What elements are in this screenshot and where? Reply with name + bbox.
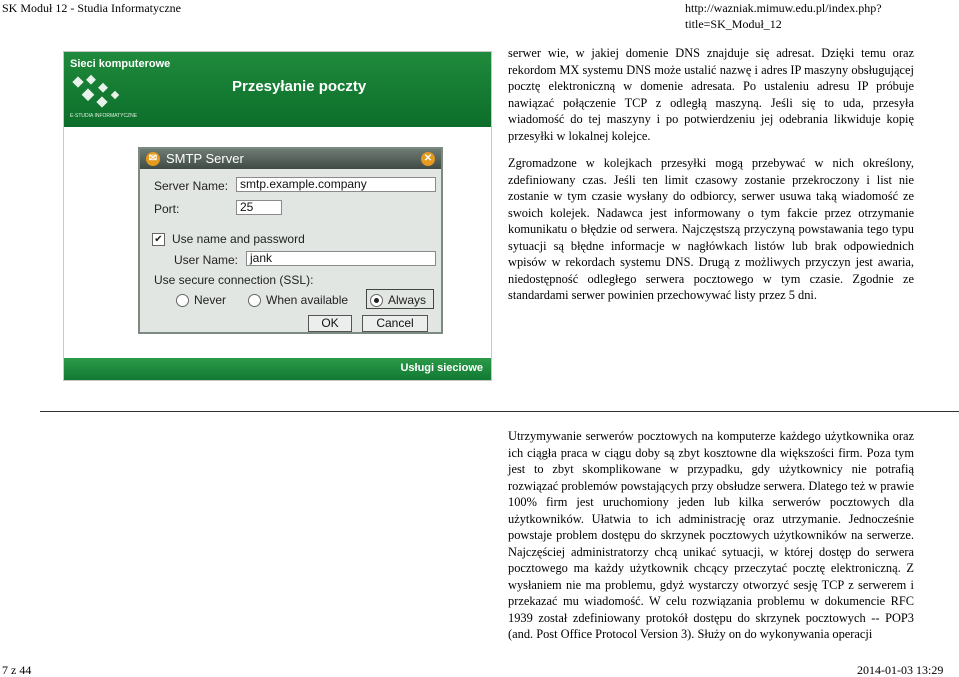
logo-caption: E-STUDIA INFORMATYCZNE [70, 113, 138, 119]
page-header-url[interactable]: http://wazniak.mimuw.edu.pl/index.php?title=SK_Moduł_12 [685, 1, 882, 31]
slide-footer-label: Usługi sieciowe [400, 362, 483, 374]
paragraph-1-text: serwer wie, w jakiej domenie DNS znajduje się adresat. Dzięki temu oraz rekordom MX systemu DNS może ustalić nazwę i adres IP maszyny obsługującej pocztę elektroniczną w domenie adresata. Po ustaleniu adresu IP próbuje nawiązać połączenie TCP z odległą maszyną. Jeśli się to uda, przesyła wiadomość do tej maszyny i po potwierdzeniu jej odebrania likwiduje kopię przesyłki w lokalnej kolejce. [508, 46, 914, 143]
mail-icon: ✉ [146, 152, 160, 166]
ssl-when-available-label: When available [266, 293, 349, 307]
dialog-title: SMTP Server [166, 151, 244, 166]
ok-button[interactable]: OK [308, 315, 352, 332]
port-label: Port: [154, 202, 180, 216]
port-field[interactable]: 25 [236, 200, 282, 215]
server-name-label: Server Name: [154, 179, 229, 193]
ssl-always-radio[interactable] [370, 294, 383, 307]
dialog-titlebar [140, 149, 441, 169]
ssl-never-radio[interactable] [176, 294, 189, 307]
ssl-when-available-radio[interactable] [248, 294, 261, 307]
network-logo-icon [70, 74, 130, 112]
server-name-field[interactable]: smtp.example.company [236, 177, 436, 192]
paragraph-3-text: Utrzymywanie serwerów pocztowych na komputerze każdego użytkownika oraz ich ciągła praca w ciągu doby są zbyt kosztowne dla większości firm. Poza tym jest to zbyt skomplikowane w przypadku, gdy użytkownicy nie potrafią rozwiązać problemów powstających przy obsłudze serwera. Dlatego też w prawie 100% firm jest uruchomiony jeden lub kilka serwerów pocztowych dla użytkowników. Ułatwia to ich administrację oraz utrzymanie. Jednocześnie powstaje problem dostępu do skrzynek pocztowych użytkowników na serwerze. Najczęściej administratorzy chcą unikać sytuacji, w której dostęp do serwera pocztowego ma każdy użytkownik chcący przeczytać pocztę elektroniczną. Z wysłaniem nie ma problemu, gdyż wystarczy otworzyć sesję TCP z serwerem i przekazać mu wiadomość. W celu rozwiązania problemu w dokumencie RFC 1939 został zdefiniowany protokół dostępu do skrzynek pocztowych -- POP3 (and. Post Office Protocol Version 3). Służy on do wykonywania operacji [508, 429, 914, 641]
slide-title: Przesyłanie poczty [232, 78, 367, 95]
user-name-field[interactable]: jank [246, 251, 436, 266]
slide-category: Sieci komputerowe [70, 58, 171, 70]
cancel-button[interactable]: Cancel [362, 315, 428, 332]
user-name-label: User Name: [174, 253, 239, 267]
paragraph-2 [508, 155, 914, 304]
use-auth-checkbox[interactable]: ✔ [152, 233, 165, 246]
paragraph-1 [508, 45, 914, 144]
print-datetime: 2014-01-03 13:29 [857, 663, 944, 677]
ssl-never-label: Never [194, 293, 227, 307]
section-divider [40, 411, 959, 412]
paragraph-3 [508, 428, 914, 643]
paragraph-2-text: Zgromadzone w kolejkach przesyłki mogą przebywać w nich określony, zdefiniowany czas. Jeśli ten limit czasowy zostanie przekroczony i list nie zostanie w tym czasie wysłany do odbiorcy, serwer usuwa taką wiadomość ze swoich kolejek. Nadawca jest informowany o tym fakcie przez otrzymanie komunikatu o błędzie od serwera. Najczęstszą przyczyną powstawania tego typu sytuacji są błędne informacje w nagłówkach listów lub brak odpowiednich wpisów w rekordach systemu DNS. Drugą z możliwych przyczyn jest awaria, niedostępność odległego serwera pocztowego w tym czasie. Zgodnie ze standardami serwer powinien przechowywać listy przez 5 dni. [508, 156, 914, 302]
use-auth-label: Use name and password [172, 232, 305, 246]
slide-image [63, 51, 492, 381]
close-icon[interactable]: ✕ [421, 152, 435, 166]
slide-footer [64, 358, 491, 380]
slide-header [64, 52, 491, 127]
smtp-server-dialog [138, 147, 443, 334]
ssl-label: Use secure connection (SSL): [154, 273, 314, 287]
page-counter: 7 z 44 [2, 663, 32, 677]
page-header-title: SK Moduł 12 - Studia Informatyczne [2, 1, 181, 15]
ssl-always-label: Always [388, 293, 427, 307]
